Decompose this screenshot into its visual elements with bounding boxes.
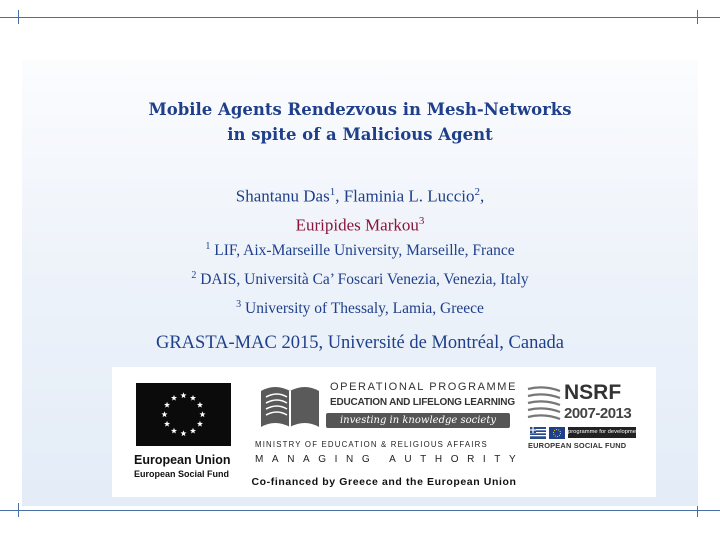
affiliation-3-mark: 3 [236, 299, 242, 311]
affiliation-3 [0, 292, 720, 321]
conference-line: GRASTA-MAC 2015, Université de Montréal, Canada [155, 333, 565, 353]
author-list [0, 180, 720, 237]
op-tagline: investing in knowledge society [326, 413, 510, 428]
author-luccio-mark: 2 [474, 186, 480, 198]
op-subtitle: EDUCATION AND LIFELONG LEARNING [330, 397, 515, 408]
title-line-2: in spite of a Malicious Agent [227, 125, 493, 144]
author-markou: Euripides Markou [295, 215, 419, 235]
eu-flag-icon [136, 383, 231, 446]
open-book-icon [257, 381, 323, 437]
author-das-mark: 1 [329, 186, 336, 198]
eu-name: European Union [134, 453, 231, 467]
programme-for-development: programme for development [568, 427, 636, 438]
top-left-tick [18, 10, 19, 24]
bottom-left-tick [18, 503, 19, 517]
title-line-1: Mobile Agents Rendezvous in Mesh-Networks [148, 100, 572, 119]
affiliation-1-text: LIF, Aix-Marseille University, Marseille, France [214, 242, 515, 260]
op-title: OPERATIONAL PROGRAMME [330, 381, 518, 393]
managing-authority-text: MANAGING AUTHORITY [255, 454, 525, 465]
author-markou-mark: 3 [418, 214, 425, 227]
esf-text: EUROPEAN SOCIAL FUND [528, 441, 627, 450]
top-right-tick [697, 10, 698, 24]
affiliation-1 [0, 234, 720, 263]
author-das: Shantanu Das [235, 186, 330, 206]
authors-comma: , [480, 186, 485, 206]
eu-fund: European Social Fund [134, 469, 230, 479]
ministry-text: MINISTRY OF EDUCATION & RELIGIOUS AFFAIRS [255, 440, 488, 449]
funding-logos [112, 367, 656, 497]
slide-title [0, 97, 720, 147]
affiliation-list [0, 234, 720, 321]
cofinanced-text: Co-financed by Greece and the European Union [251, 476, 517, 488]
flags-icon [530, 427, 566, 439]
affiliation-1-mark: 1 [205, 241, 211, 252]
authors-line-1 [0, 180, 720, 209]
affiliation-2-text: DAIS, Università Ca’ Foscari Venezia, Venezia, Italy [200, 271, 529, 289]
author-luccio: , Flaminia L. Luccio [335, 186, 475, 206]
nsrf-wave-icon [526, 383, 562, 423]
affiliation-2-mark: 2 [191, 270, 197, 282]
authors-line-2 [0, 209, 720, 238]
top-rule [0, 17, 720, 18]
bottom-rule [0, 510, 720, 511]
affiliation-3-text: University of Thessaly, Lamia, Greece [245, 300, 484, 318]
nsrf-years: 2007-2013 [564, 405, 632, 422]
nsrf-title: NSRF [564, 381, 622, 404]
affiliation-2 [0, 263, 720, 292]
